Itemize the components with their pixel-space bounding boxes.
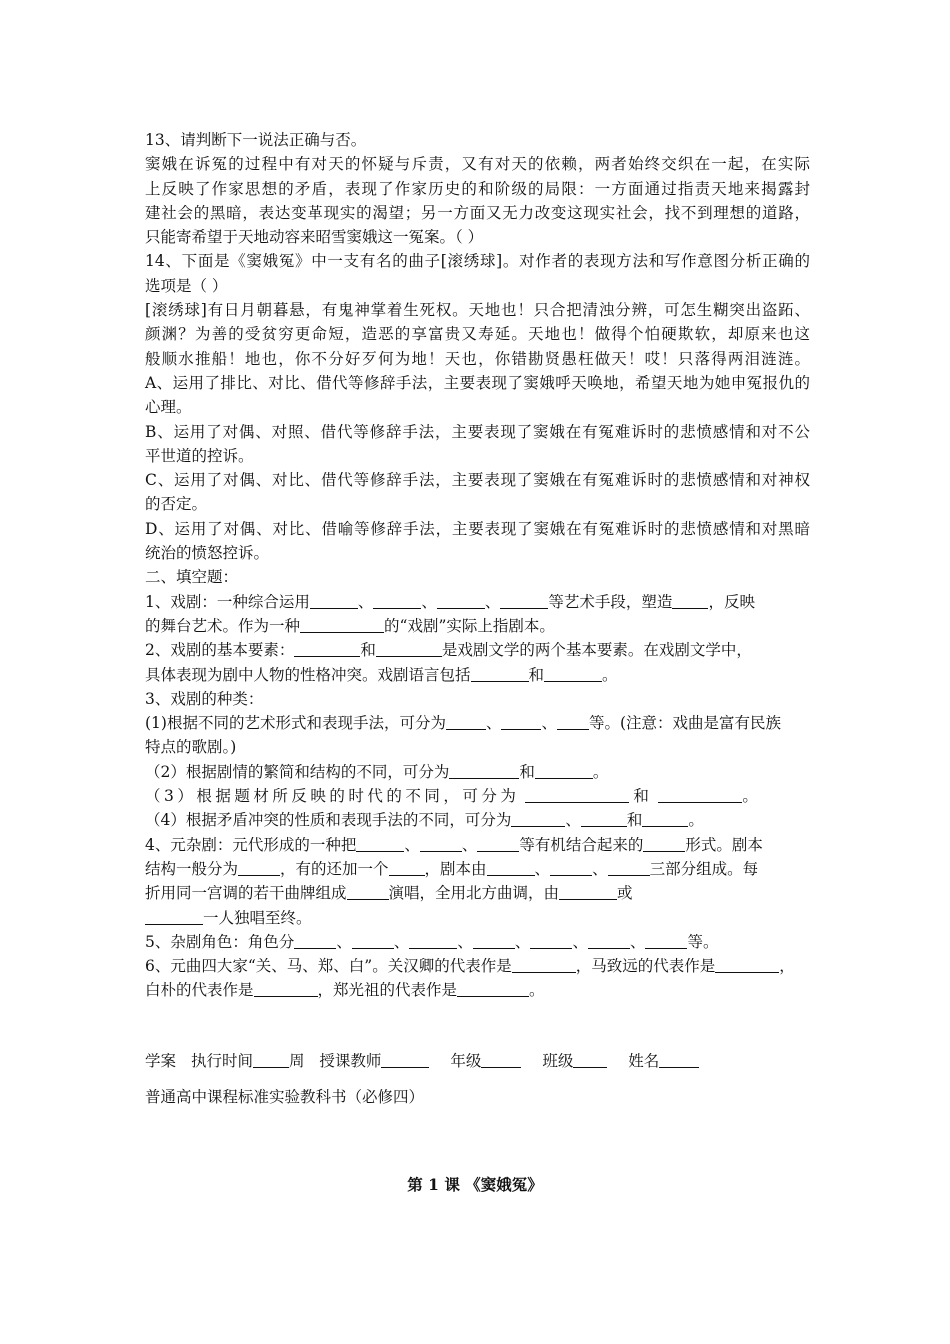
answer-blank[interactable] [511, 810, 565, 827]
fill-3-3: （3）根据题材所反映的时代的不同，可分为 和 。 [145, 787, 762, 806]
fill-3: 3、戏剧的种类： [145, 689, 264, 708]
answer-blank[interactable] [525, 786, 629, 803]
answer-blank[interactable] [254, 980, 318, 997]
option-b-cont: 平世道的控诉。 [145, 446, 254, 465]
answer-blank[interactable] [473, 932, 515, 949]
answer-blank[interactable] [449, 762, 519, 779]
answer-blank[interactable] [238, 859, 280, 876]
fill-2-cont: 具体表现为剧中人物的性格冲突。戏剧语言包括 和 。 [145, 665, 618, 684]
section-heading: 二、填空题： [145, 568, 239, 587]
answer-blank[interactable] [437, 592, 485, 609]
q13-line: 只能寄希望于天地动容来昭雪窦娥这一冤案。（ ） [145, 228, 484, 247]
option-c-cont: 的否定。 [145, 495, 208, 514]
answer-blank[interactable] [557, 713, 589, 730]
fill-3-1-cont: 特点的歌剧。) [145, 738, 237, 757]
answer-blank[interactable] [310, 592, 358, 609]
question-14 [145, 249, 810, 565]
option-c: C、运用了对偶、对比、借代等修辞手法，主要表现了窦娥在有冤难诉时的悲愤感情和对神权 [145, 471, 810, 490]
option-a: A、运用了排比、对比、借代等修辞手法，主要表现了窦娥呼天唤地，希望天地为她申冤报仇的 [145, 373, 810, 392]
answer-blank[interactable] [501, 713, 541, 730]
fill-4: 4、元杂剧：元代形成的一种把 、 、 等有机结合起来的 形式。剧本 [145, 835, 763, 854]
fill-4-cont: 结构一般分为 ，有的还加一个 ，剧本由 、 、 三部分组成。每 [145, 859, 759, 878]
answer-blank[interactable] [608, 859, 650, 876]
answer-blank[interactable] [381, 1051, 429, 1068]
fill-1: 1、戏剧：一种综合运用 、 、 、 等艺术手段，塑造 ，反映 [145, 592, 755, 611]
fill-6: 6、元曲四大家“关、马、郑、白”。关汉卿的代表作是 ，马致远的代表作是 ， [145, 957, 795, 976]
lesson-title: 第 1 课 《窦娥冤》 [407, 1175, 543, 1194]
answer-blank[interactable] [530, 932, 572, 949]
answer-blank[interactable] [389, 859, 425, 876]
question-13 [145, 128, 810, 249]
answer-blank[interactable] [481, 1051, 521, 1068]
answer-blank[interactable] [535, 762, 593, 779]
answer-blank[interactable] [294, 932, 336, 949]
fill-3-4: （4）根据矛盾冲突的性质和表现手法的不同，可分为 、 和 。 [145, 811, 704, 830]
answer-blank[interactable] [373, 592, 421, 609]
answer-blank[interactable] [487, 859, 535, 876]
answer-blank[interactable] [500, 592, 548, 609]
answer-blank[interactable] [643, 835, 685, 852]
q14-line: 选项是（ ） [145, 276, 228, 295]
answer-blank[interactable] [642, 810, 688, 827]
answer-blank[interactable] [672, 592, 708, 609]
answer-blank[interactable] [715, 956, 779, 973]
fill-3-1: (1)根据不同的艺术形式和表现手法，可分为 、 、 等。(注意：戏曲是富有民族 [145, 714, 782, 733]
answer-blank[interactable] [300, 616, 384, 633]
answer-blank[interactable] [588, 932, 630, 949]
answer-blank[interactable] [294, 640, 360, 657]
answer-blank[interactable] [457, 980, 529, 997]
answer-blank[interactable] [356, 835, 404, 852]
answer-blank[interactable] [659, 1051, 699, 1068]
fill-4-cont3: 一人独唱至终。 [145, 906, 810, 930]
fill-2: 2、戏剧的基本要素： 和 是戏剧文学的两个基本要素。在戏剧文学中， [145, 641, 752, 660]
worksheet-body [145, 128, 810, 1109]
answer-blank[interactable] [446, 713, 486, 730]
textbook-name: 普通高中课程标准实验教科书（必修四） [145, 1087, 425, 1106]
answer-blank[interactable] [477, 835, 519, 852]
answer-blank[interactable] [573, 1051, 607, 1068]
option-d: D、运用了对偶、对比、借喻等修辞手法，主要表现了窦娥在有冤难诉时的悲愤感情和对黑暗 [145, 519, 810, 538]
answer-blank[interactable] [512, 956, 576, 973]
answer-blank[interactable] [645, 932, 687, 949]
answer-blank[interactable] [352, 932, 394, 949]
answer-blank[interactable] [559, 883, 617, 900]
fill-5: 5、杂剧角色：角色分 、 、 、 、 、 、 等。 [145, 932, 719, 951]
answer-blank[interactable] [471, 665, 529, 682]
q14-line: 般顺水推船！地也，你不分好歹何为地！天也，你错勘贤愚枉做天！哎！只落得两泪涟涟。 [145, 349, 810, 368]
answer-blank[interactable] [409, 932, 457, 949]
q13-line: 建社会的黑暗，表达变革现实的渴望；另一方面又无力改变这现实社会，找不到理想的道路， [145, 203, 810, 222]
fill-in-section [145, 565, 810, 1002]
header-info: 学案 执行时间 周 授课教师 年级 班级 姓名 [145, 1049, 810, 1073]
fill-6-cont: 白朴的代表作是 ，郑光祖的代表作是 。 [145, 981, 545, 1000]
q13-line: 窦娥在诉冤的过程中有对天的怀疑与斥责，又有对天的依赖，两者始终交织在一起，在实际 [145, 155, 810, 174]
option-d-cont: 统治的愤怒控诉。 [145, 544, 270, 563]
answer-blank[interactable] [658, 786, 742, 803]
option-b: B、运用了对偶、对照、借代等修辞手法，主要表现了窦娥在有冤难诉时的悲愤感情和对不公 [145, 422, 810, 441]
q14-line: 14、下面是《窦娥冤》中一支有名的曲子[滚绣球]。对作者的表现方法和写作意图分析正确的 [145, 252, 810, 271]
q14-line: [滚绣球]有日月朝暮悬，有鬼神掌着生死权。天地也！只合把清浊分辨，可怎生糊突出盗跖、 [145, 301, 810, 320]
fill-1-cont: 的舞台艺术。作为一种 的“戏剧”实际上指剧本。 [145, 616, 555, 635]
option-a-cont: 心理。 [145, 398, 192, 417]
fill-3-2: （2）根据剧情的繁简和结构的不同，可分为 和 。 [145, 762, 609, 781]
answer-blank[interactable] [544, 665, 602, 682]
answer-blank[interactable] [253, 1051, 289, 1068]
q14-line: 颜渊？为善的受贫穷更命短，造恶的享富贵又寿延。天地也！做得个怕硬欺软，却原来也这 [145, 325, 810, 344]
q13-line: 上反映了作家思想的矛盾，表现了作家历史的和阶级的局限：一方面通过指责天地来揭露封 [145, 179, 810, 198]
answer-blank[interactable] [550, 859, 592, 876]
q13-line: 13、请判断下一说法正确与否。 [145, 131, 367, 149]
answer-blank[interactable] [145, 908, 203, 925]
answer-blank[interactable] [420, 835, 462, 852]
fill-4-cont2: 折用同一宫调的若干曲牌组成 演唱，全用北方曲调，由 或 [145, 884, 633, 903]
answer-blank[interactable] [581, 810, 627, 827]
answer-blank[interactable] [347, 883, 389, 900]
answer-blank[interactable] [376, 640, 442, 657]
